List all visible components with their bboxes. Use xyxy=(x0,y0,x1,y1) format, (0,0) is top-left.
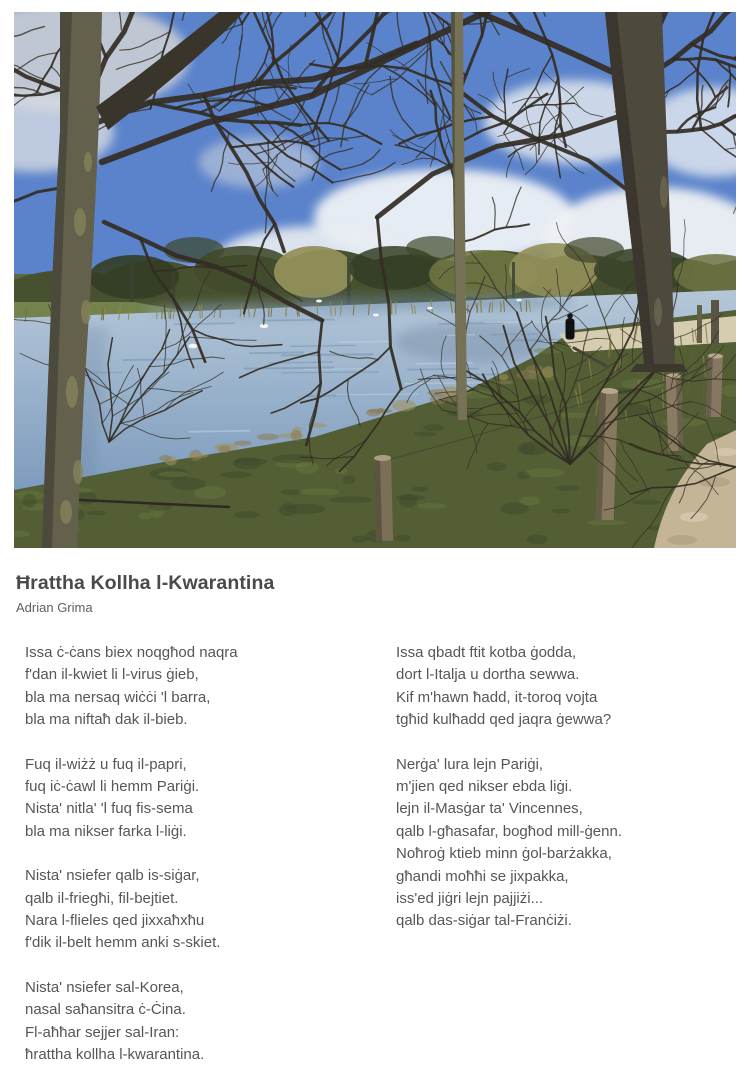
poem-line: nasal saħansitra ċ-Ċina. xyxy=(25,999,396,1021)
poem-column-left xyxy=(25,642,396,1089)
poem-line: fuq iċ-ċawl li hemm Pariġi. xyxy=(25,776,396,798)
poem-title: Ħrattha Kollha l-Kwarantina xyxy=(16,572,736,595)
poem-line: bla ma nikser farka l-liġi. xyxy=(25,821,396,843)
poem-line: Issa qbadt ftit kotba ġodda, xyxy=(396,642,736,664)
poem-line: iss'ed jiġri lejn pajjiżi... xyxy=(396,888,736,910)
poem-line: dort l-Italja u dortha sewwa. xyxy=(396,664,736,686)
poem-line: tgħid kulħadd qed jaqra ġewwa? xyxy=(396,709,736,731)
poem-line: Nista' nsiefer sal-Korea, xyxy=(25,977,396,999)
park-photo xyxy=(14,12,736,548)
poem-line: lejn il-Masġar ta' Vincennes, xyxy=(396,798,736,820)
poem-line: Fl-aħħar sejjer sal-Iran: xyxy=(25,1022,396,1044)
poem-line: Nista' nitla' 'l fuq fis-sema xyxy=(25,798,396,820)
stanza xyxy=(25,754,396,844)
poem-line: qalb das-siġar tal-Franċiżi. xyxy=(396,910,736,932)
fence-post xyxy=(374,455,393,541)
fence-post xyxy=(706,353,723,417)
poem-line: Fuq il-wiżż u fuq il-papri, xyxy=(25,754,396,776)
poem-line: qalb il-friegħi, fil-bejtiet. xyxy=(25,888,396,910)
poem-line: f'dan il-kwiet li l-virus ġieb, xyxy=(25,664,396,686)
poem-line: bla ma nersaq wiċċi 'l barra, xyxy=(25,687,396,709)
poem-line: f'dik il-belt hemm anki s-skiet. xyxy=(25,932,396,954)
poem-author: Adrian Grima xyxy=(16,600,736,615)
poem-line: Noħroġ ktieb minn ġol-barżakka, xyxy=(396,843,736,865)
poem-column-right xyxy=(396,642,736,1089)
stanza xyxy=(25,642,396,732)
poem-body xyxy=(14,642,736,1089)
poem-line: Kif m'hawn ħadd, it-toroq vojta xyxy=(396,687,736,709)
poem-line: ħrattha kollha l-kwarantina. xyxy=(25,1044,396,1066)
poem-line: Issa ċ-ċans biex noqgħod naqra xyxy=(25,642,396,664)
stanza xyxy=(25,865,396,955)
poem-line: qalb l-għasafar, bogħod mill-ġenn. xyxy=(396,821,736,843)
stanza xyxy=(25,977,396,1067)
poem-line: għandi moħħi se jixpakka, xyxy=(396,866,736,888)
poem-line: m'jien qed nikser ebda liġi. xyxy=(396,776,736,798)
poem-line: bla ma niftaħ dak il-bieb. xyxy=(25,709,396,731)
stanza xyxy=(396,642,736,732)
poem-line: Nerġa' lura lejn Pariġi, xyxy=(396,754,736,776)
poem-line: Nista' nsiefer qalb is-siġar, xyxy=(25,865,396,887)
poem-line: Nara l-flieles qed jixxaħxħu xyxy=(25,910,396,932)
park-photo-svg xyxy=(14,12,736,548)
stanza xyxy=(396,754,736,933)
